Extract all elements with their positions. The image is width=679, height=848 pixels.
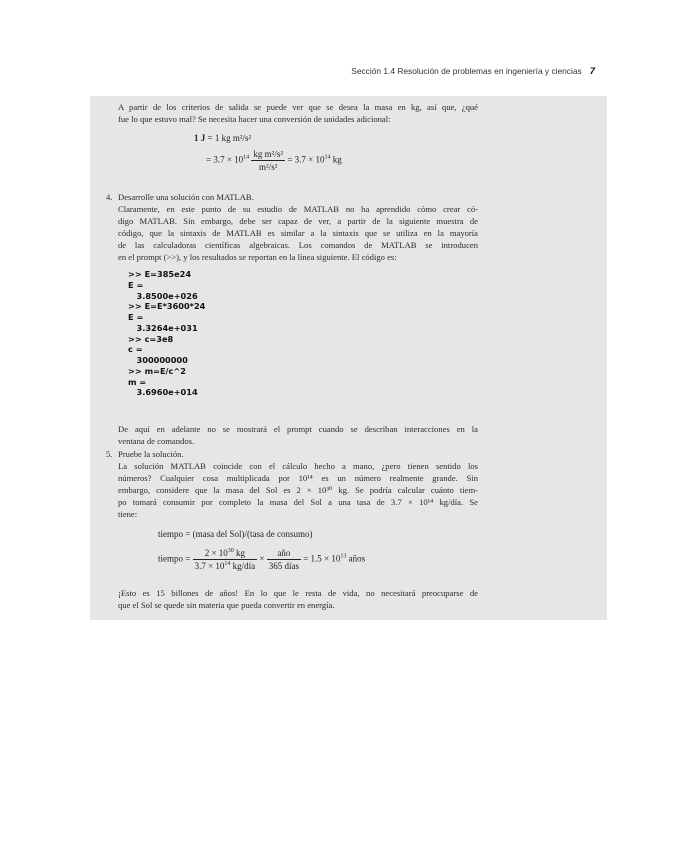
page-number: 7	[589, 66, 595, 77]
code-line: 3.3264e+031	[128, 322, 198, 333]
eq-time-lhs: tiempo =	[158, 553, 191, 564]
code-line: >> m=E/c^2	[128, 365, 186, 376]
eq-time-frac1-den-value: 3.7 × 10	[194, 561, 225, 571]
eq-joule-lhs: 1 J	[194, 133, 206, 143]
code-line: 3.8500e+026	[128, 290, 198, 301]
eq-prefix: = 3.7 × 10	[206, 154, 244, 165]
step-number: 4.	[106, 192, 113, 202]
step5-line: La solución MATLAB coincide con el cálculo hecho a mano, ¿pero tienen sentido los	[118, 461, 478, 471]
closing-line: que el Sol se quede sin materia que pueda convertir en energía.	[118, 600, 335, 610]
matlab-code-listing	[128, 269, 205, 398]
eq-time-frac1-numerator	[193, 548, 258, 560]
code-line: 300000000	[128, 355, 188, 365]
step5-line: números? Cualquier cosa multiplicada por 10¹⁴ es un número realmente grande. Sin	[118, 473, 478, 483]
eq-time-frac1-denominator	[193, 560, 258, 571]
step-number: 5.	[106, 449, 113, 459]
code-line: E =	[128, 312, 144, 322]
step5-line: tiene:	[118, 509, 138, 519]
step4-line: código, que la sintaxis de MATLAB es similar a la sintaxis que se utiliza en la mayoría	[118, 228, 478, 238]
running-header	[351, 66, 595, 77]
step4-line: Claramente, en este punto de su estudio de MATLAB no ha aprendido cómo crear có-	[118, 204, 478, 214]
intro-line: fue lo que estuvo mal? Se necesita hacer una conversión de unidades adicional:	[118, 114, 391, 124]
eq-joule-rhs: = 1 kg m²/s²	[207, 133, 252, 143]
eq-time-fraction-1	[193, 548, 258, 571]
after-code-line: De aquí en adelante no se mostrará el prompt cuando se describan interacciones en la	[118, 424, 478, 434]
eq-time-result-unit: años	[346, 553, 366, 564]
equation-mass-conversion	[206, 149, 342, 172]
equation-time-calculation	[158, 548, 365, 571]
code-line: c =	[128, 344, 143, 355]
code-line: >> E=385e24	[128, 269, 192, 279]
step4-line: de las calculadoras científicas algebraicas. Los comandos de MATLAB se introducen	[118, 240, 478, 250]
eq-time-frac2-denominator: 365 días	[268, 561, 299, 571]
step5-line: po tomará consumir por completo la masa del Sol a una tasa de 3.7 × 10¹⁴ kg/día. Se	[118, 497, 478, 507]
eq-fraction-denominator: m²/s²	[259, 162, 278, 172]
eq-time-times: ×	[259, 553, 265, 564]
eq-fraction	[251, 149, 285, 172]
eq-time-frac1-den-exp: 14	[224, 561, 231, 567]
step-title: Pruebe la solución.	[118, 449, 184, 459]
eq-time-frac1-num-value: 2 × 10	[204, 548, 228, 558]
closing-line: ¡Esto es 15 billones de años! En lo que le resta de vida, no necesitará preocuparse de	[118, 588, 478, 598]
code-line: E =	[128, 279, 144, 290]
intro-line: A partir de los criterios de salida se puede ver que se desea la masa en kg, así que, ¿qué	[118, 102, 478, 112]
equation-joule	[194, 133, 251, 143]
step-title: Desarrolle una solución con MATLAB.	[118, 192, 254, 202]
equation-time-definition: tiempo = (masa del Sol)/(tasa de consumo)	[158, 529, 313, 539]
code-line: >> c=3e8	[128, 333, 174, 344]
step4-line: en el prompt (>>), y los resultados se reportan en la línea siguiente. El código es:	[118, 252, 397, 262]
after-code-line: ventana de comandos.	[118, 436, 195, 446]
eq-prefix-exp: 14	[243, 154, 250, 161]
code-line: 3.6960e+014	[128, 387, 198, 398]
code-line: m =	[128, 376, 147, 387]
eq-result-exp: 14	[324, 154, 331, 161]
eq-fraction-numerator: kg m²/s²	[253, 149, 284, 159]
step4-line: digo MATLAB. Sin embargo, debe ser capaz de ver, a partir de la siguiente muestra de	[118, 216, 478, 226]
eq-result: = 3.7 × 10	[287, 154, 325, 165]
eq-time-result: = 1.5 × 10	[303, 553, 341, 564]
code-line: >> E=E*3600*24	[128, 301, 206, 312]
eq-time-frac1-num-exp: 30	[227, 548, 234, 554]
running-title: Sección 1.4 Resolución de problemas en ingeniería y ciencias	[351, 66, 582, 76]
eq-time-result-exp: 13	[340, 553, 347, 560]
eq-time-frac1-den-unit: kg/día	[230, 561, 256, 571]
eq-time-fraction-2	[267, 548, 301, 571]
eq-time-frac2-numerator: año	[267, 548, 301, 560]
step5-line: embargo, considere que la masa del Sol es 2 × 10³⁰ kg. Se podría calcular cuánto tiem-	[118, 485, 478, 495]
eq-time-frac1-num-unit: kg	[233, 548, 246, 558]
eq-result-unit: kg	[330, 154, 342, 165]
